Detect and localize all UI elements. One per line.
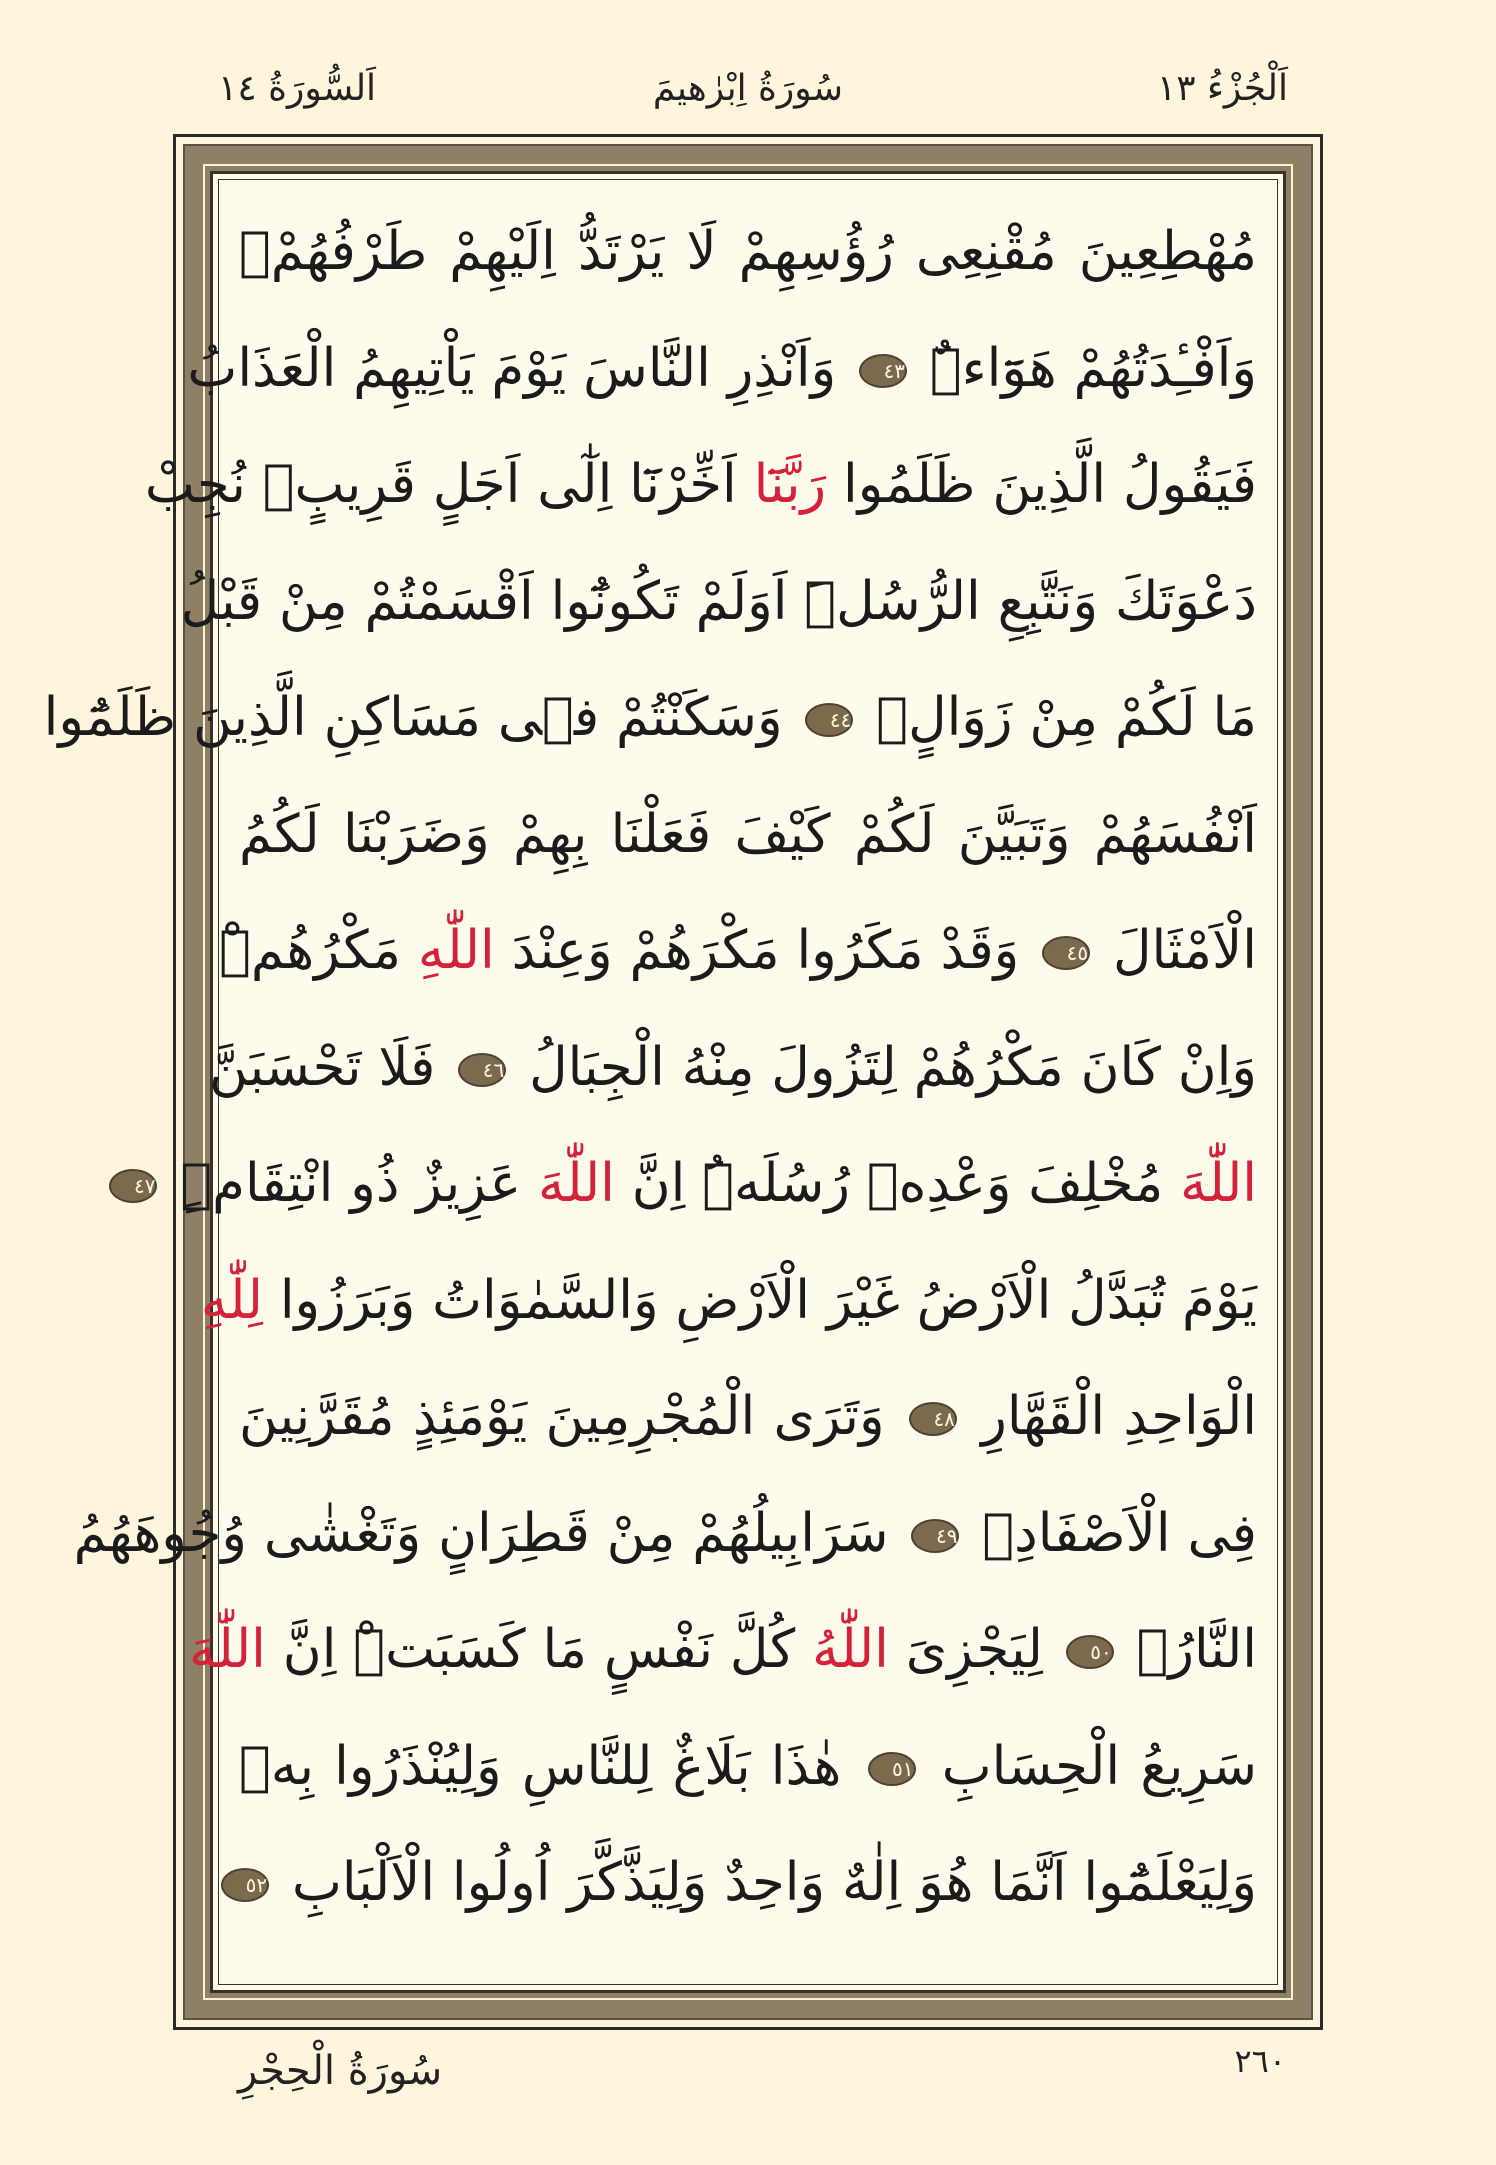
verse-text: وَسَكَنْتُمْ فٖى مَسَاكِنِ الَّذِينَ ظَلَمُٓوا (43, 687, 783, 748)
verse-text: وَتَرَى الْمُجْرِمِينَ يَوْمَئِذٍ مُقَرَّنِينَ (239, 1386, 885, 1447)
verse-line (219, 893, 1257, 1009)
page-number: ٢٦٠ (1234, 2042, 1286, 2080)
verse-text: وَاَفْـِٔدَتُهُمْ هَوَٓاءٌۜ (929, 337, 1257, 399)
juz-label: اَلْجُزْءُ ١٣ (1156, 68, 1288, 109)
verse-text: اَخِّرْنَٓا اِلٰٓى اَجَلٍ قَرِيبٍۙ نُجِبْ (144, 454, 737, 515)
verse-text: اَنْفُسَهُمْ وَتَبَيَّنَ لَكُمْ كَيْفَ فَعَلْنَا بِهِمْ وَضَرَبْنَا لَكُمُ (239, 803, 1257, 865)
divine-name-text: اللّٰهَ (538, 1153, 615, 1214)
ayah-number-marker: ٤٥ (1042, 936, 1090, 970)
divine-name-text: اللّٰهِ (417, 920, 495, 981)
verse-line (239, 1709, 1257, 1825)
verse-text: يَوْمَ تُبَدَّلُ الْاَرْضُ غَيْرَ الْاَرْضِ وَالسَّمٰوَاتُ وَبَرَزُوا (279, 1269, 1257, 1331)
verse-text: وَاَنْذِرِ النَّاسَ يَوْمَ يَاْتِيهِمُ الْعَذَابُ (187, 337, 837, 399)
verse-text: مُخْلِفَ وَعْدِهٖ رُسُلَهُۜ اِنَّ (631, 1153, 1164, 1214)
verse-text: لِيَجْزِىَ (905, 1619, 1043, 1680)
verse-block (43, 188, 1271, 1978)
verse-line (73, 1476, 1257, 1592)
verse-text: مُهْطِعِينَ مُقْنِعِى رُؤُسِهِمْ لَا يَرْتَدُّ اِلَيْهِمْ طَرْفُهُمْۚ (239, 221, 1257, 282)
verse-text: سَرَابِيلُهُمْ مِنْ قَطِرَانٍ وَتَغْشٰى وُجُوهَهُمُ (73, 1502, 889, 1564)
verse-text: الْوَاحِدِ الْقَهَّارِ (981, 1386, 1257, 1447)
verse-text: وَلِيَعْلَمُٓوا اَنَّمَا هُوَ اِلٰهٌ وَاحِدٌ وَلِيَذَّكَّرَ اُولُوا الْاَلْبَابِ (291, 1852, 1257, 1913)
verse-line (180, 544, 1257, 660)
ayah-number-marker: ٤٧ (109, 1169, 157, 1203)
surah-number-label: اَلسُّورَةُ ١٤ (218, 68, 377, 109)
verse-text: عَزِيزٌ ذُو انْتِقَامٍۜ (180, 1153, 522, 1214)
verse-line (189, 1592, 1257, 1708)
verse-text: فِى الْاَصْفَادِۚ (982, 1502, 1257, 1564)
verse-text: وَقَدْ مَكَرُوا مَكْرَهُمْ وَعِنْدَ (511, 920, 1020, 981)
verse-text: فَيَقُولُ الَّذِينَ ظَلَمُوا (843, 454, 1257, 515)
verse-text: مَا لَكُمْ مِنْ زَوَالٍۙ (876, 687, 1257, 748)
verse-line (239, 1359, 1257, 1475)
ayah-number-marker: ٤٣ (859, 354, 907, 388)
verse-line (208, 1010, 1257, 1126)
ayah-number-marker: ٥١ (868, 1752, 916, 1786)
next-surah-catchword: سُورَةُ الْحِجْرِ (238, 2048, 443, 2094)
verse-text: كُلَّ نَفْسٍ مَا كَسَبَتْۜ اِنَّ (282, 1619, 796, 1680)
verse-line (144, 427, 1257, 543)
verse-text: دَعْوَتَكَ وَنَتَّبِعِ الرُّسُلَۜ اَوَلَمْ تَكُونُٓوا اَقْسَمْتُمْ مِنْ قَبْلُ (180, 570, 1257, 632)
divine-name-text: اللّٰهَ (1180, 1153, 1257, 1214)
ayah-number-marker: ٥٢ (221, 1868, 269, 1902)
verse-text: مَكْرُهُمْۜ (219, 920, 402, 981)
verse-line (187, 311, 1257, 427)
ayah-number-marker: ٤٩ (911, 1519, 959, 1553)
verse-text: وَاِنْ كَانَ مَكْرُهُمْ لِتَزُولَ مِنْهُ الْجِبَالُ (529, 1036, 1257, 1098)
ayah-number-marker: ٤٤ (805, 703, 853, 737)
verse-text: الْاَمْثَالَ (1113, 920, 1257, 981)
verse-line (239, 1825, 1257, 1941)
divine-name-text: اللّٰهَ (189, 1619, 266, 1680)
ayah-number-marker: ٥٠ (1066, 1635, 1114, 1669)
verse-line (200, 1243, 1257, 1359)
verse-line (239, 777, 1257, 893)
verse-line (239, 194, 1257, 310)
ayah-number-marker: ٤٨ (909, 1402, 957, 1436)
verse-line (133, 1126, 1257, 1242)
verse-text: سَرِيعُ الْحِسَابِ (941, 1735, 1257, 1797)
divine-name-text: اللّٰهُ (812, 1619, 889, 1680)
verse-text: هٰذَا بَلَاغٌ لِلنَّاسِ وَلِيُنْذَرُوا بِهٖ (239, 1735, 842, 1797)
verse-text: النَّارُۙ (1136, 1619, 1257, 1680)
divine-name-text: رَبَّنَٓا (753, 454, 827, 515)
ayah-number-marker: ٤٦ (458, 1053, 506, 1087)
verse-line (43, 660, 1257, 776)
verse-text: فَلَا تَحْسَبَنَّ (208, 1036, 436, 1098)
divine-name-text: لِلّٰهِ (200, 1269, 263, 1331)
surah-title: سُورَةُ اِبْرٰهيمَ (652, 68, 844, 109)
